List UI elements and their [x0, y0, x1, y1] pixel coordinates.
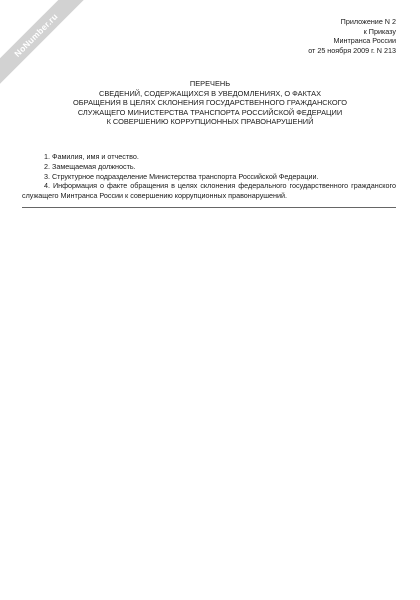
items-list	[22, 152, 396, 201]
watermark-text: NoNumber.ru	[0, 0, 106, 105]
list-item: 3. Структурное подразделение Министерства транспорта Российской Федерации.	[44, 171, 319, 181]
title-line: ПЕРЕЧЕНЬ	[189, 79, 231, 88]
document-title	[40, 79, 380, 127]
bottom-divider	[22, 207, 396, 208]
appendix-line: от 25 ноября 2009 г. N 213	[308, 45, 396, 55]
appendix-line: Минтранса России	[333, 36, 396, 46]
appendix-line: к Приказу	[363, 26, 396, 36]
list-item: 4. Информация о факте обращения в целях склонения федерального государственного гражданского служащего Минтранса России к совершению коррупционных правонарушений.	[22, 181, 396, 201]
list-item: 1. Фамилия, имя и отчество.	[44, 152, 139, 161]
appendix-header	[308, 17, 396, 55]
title-line: ОБРАЩЕНИЯ В ЦЕЛЯХ СКЛОНЕНИЯ ГОСУДАРСТВЕННОГО ГРАЖДАНСКОГО	[73, 98, 347, 108]
appendix-line: Приложение N 2	[340, 17, 396, 26]
title-line: СЛУЖАЩЕГО МИНИСТЕРСТВА ТРАНСПОРТА РОССИЙСКОЙ ФЕДЕРАЦИИ	[77, 107, 343, 117]
title-line: К СОВЕРШЕНИЮ КОРРУПЦИОННЫХ ПРАВОНАРУШЕНИЙ	[106, 117, 314, 127]
list-item: 2. Замещаемая должность.	[44, 161, 136, 171]
title-line: СВЕДЕНИЙ, СОДЕРЖАЩИХСЯ В УВЕДОМЛЕНИЯХ, О ФАКТАХ	[98, 88, 322, 98]
